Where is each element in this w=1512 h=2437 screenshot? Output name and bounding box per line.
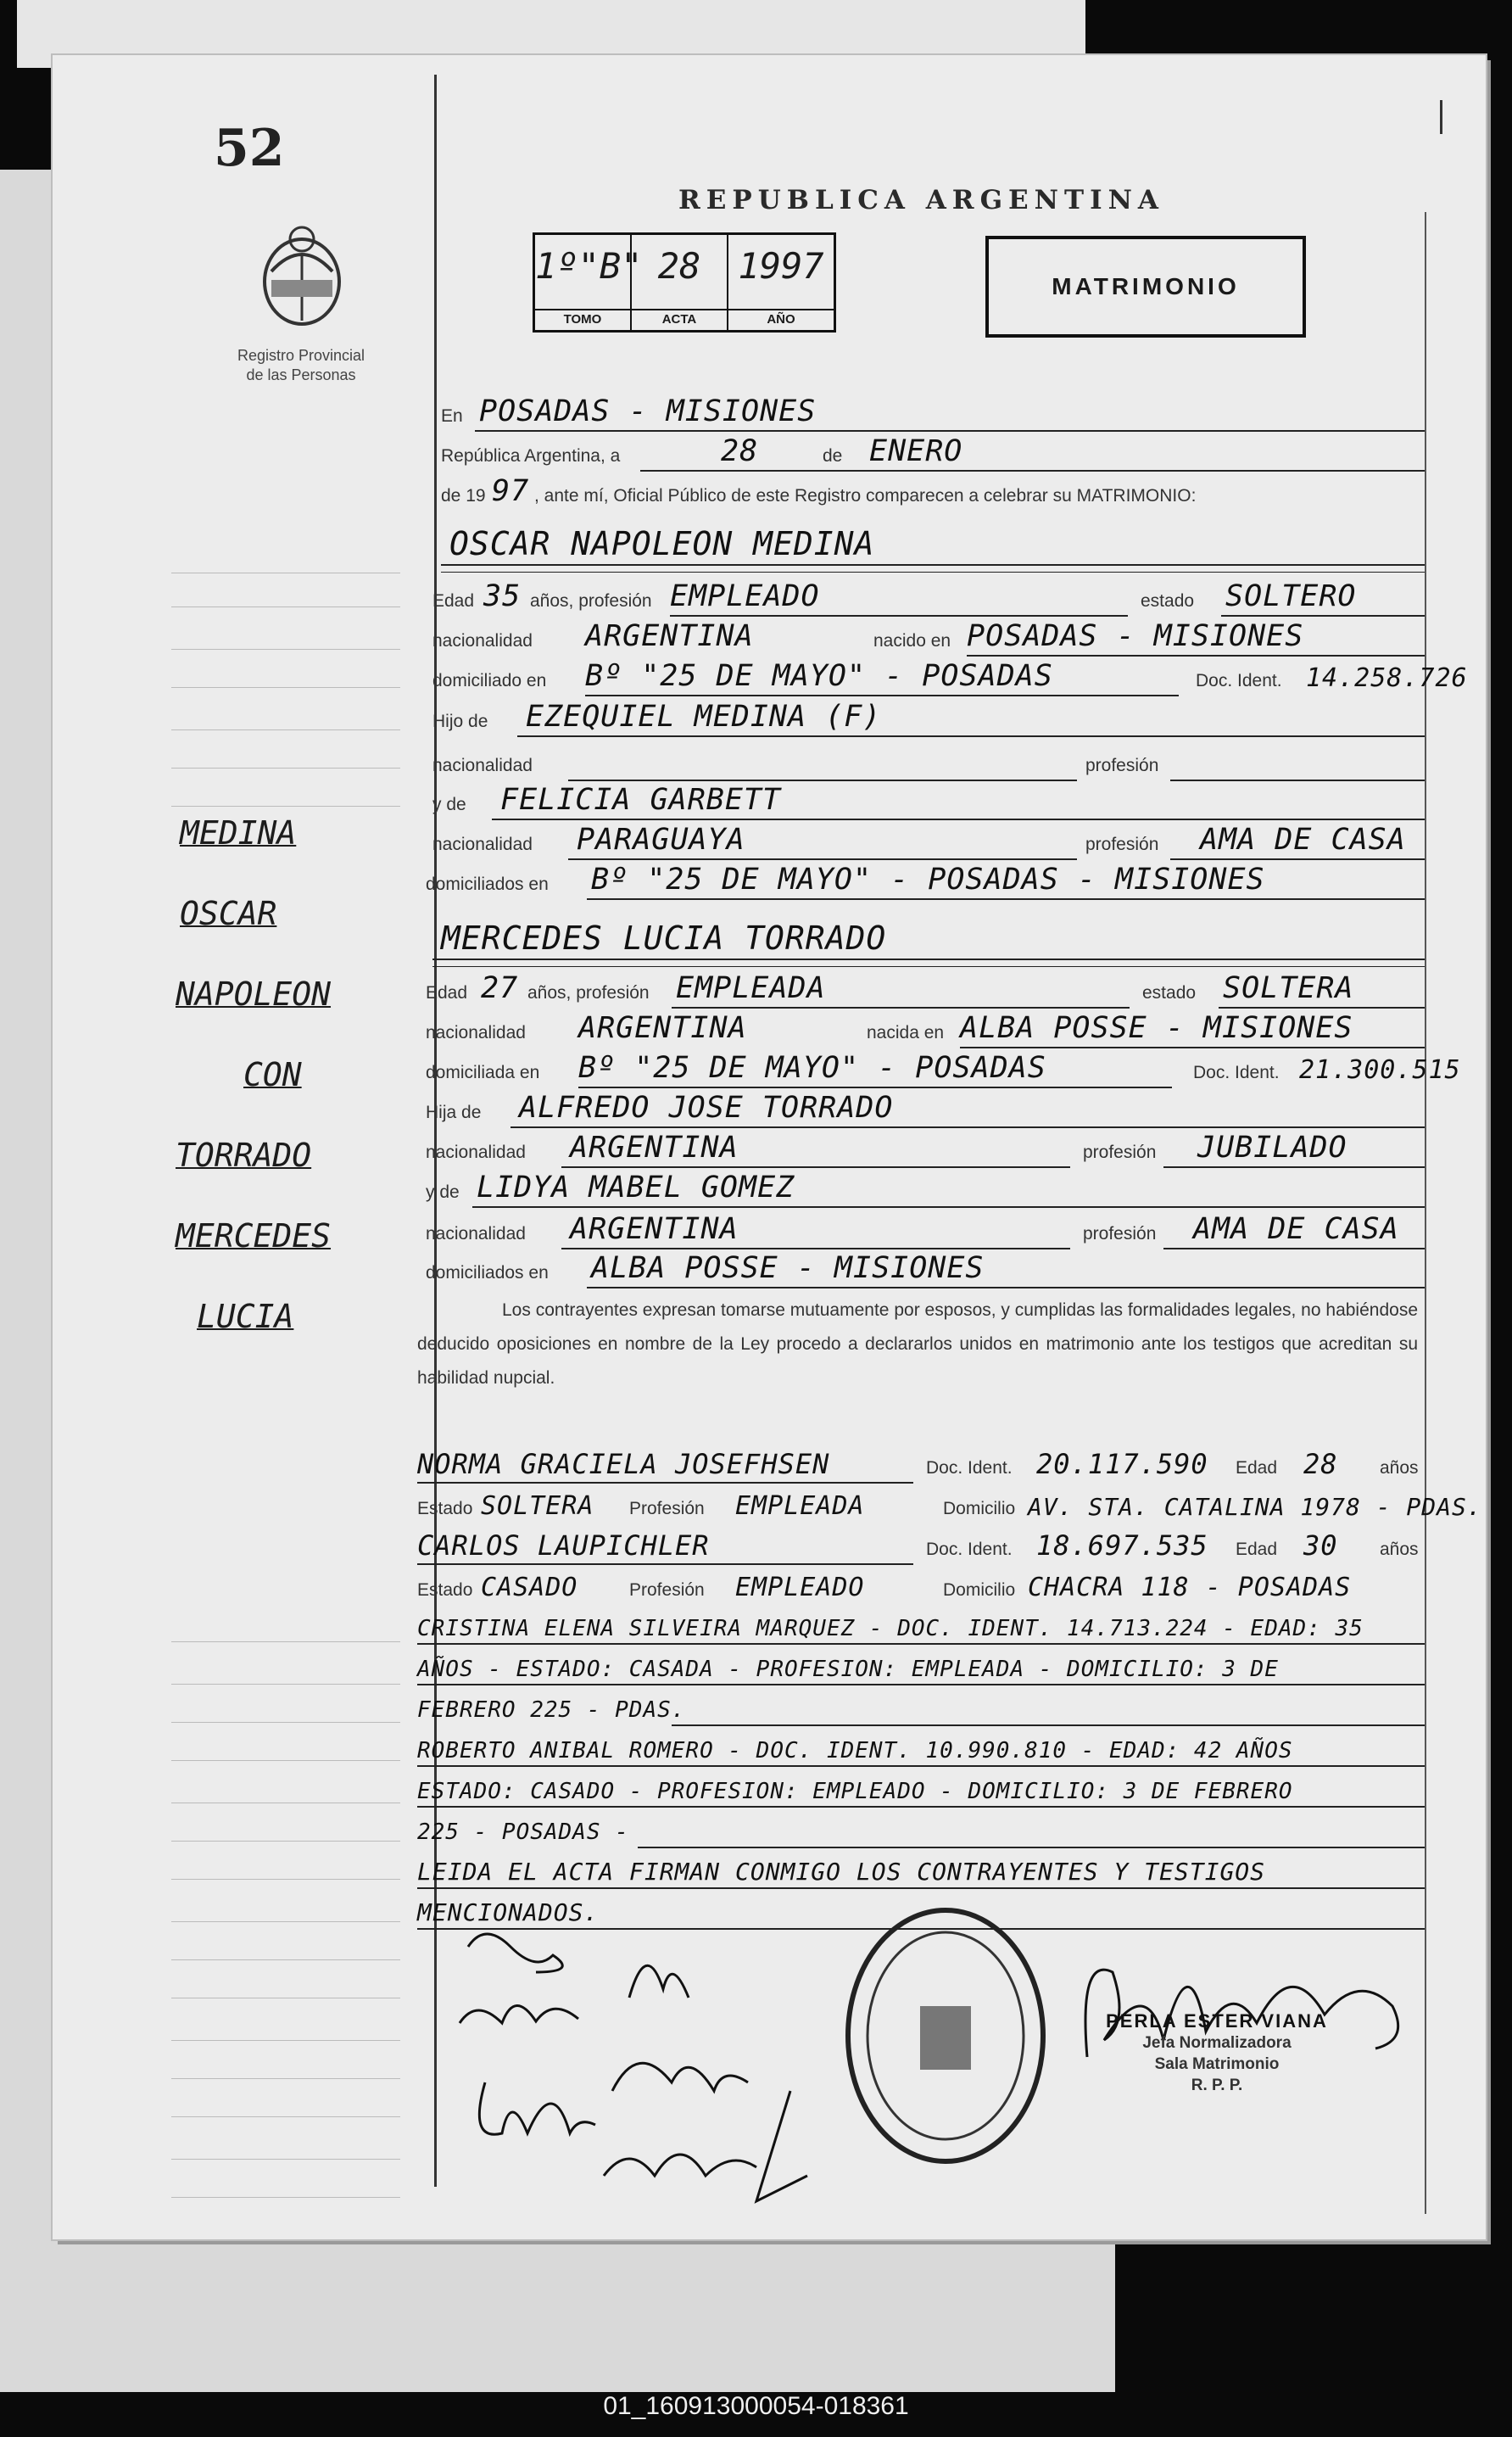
addition-line-3: FEBRERO 225 - PDAS. xyxy=(417,1689,1425,1726)
country-title: REPUBLICA ARGENTINA xyxy=(678,185,1164,215)
addition-line-7: LEIDA EL ACTA FIRMAN CONMIGO LOS CONTRAYENTES Y TESTIGOS xyxy=(417,1852,1425,1889)
bride-age-line: Edad 27 años, profesión EMPLEADA estado SOLTERA xyxy=(426,971,1425,1009)
bride-address-line: domiciliada en Bº "25 DE MAYO" - POSADAS Doc. Ident. 21.300.515 xyxy=(426,1051,1425,1088)
place-line: En POSADAS - MISIONES xyxy=(441,394,1425,432)
margin-surname: MEDINA xyxy=(180,814,297,852)
coat-of-arms-icon xyxy=(254,221,349,331)
page-number: 52 xyxy=(214,119,285,178)
anio-cell xyxy=(728,235,834,330)
witness-2-age: 30 xyxy=(1303,1529,1338,1562)
bride-address: Bº "25 DE MAYO" - POSADAS xyxy=(578,1051,1046,1085)
bride-parents-address: ALBA POSSE - MISIONES xyxy=(591,1251,985,1285)
witness-2-doc: 18.697.535 xyxy=(1036,1529,1208,1562)
bride-mother: LIDYA MABEL GOMEZ xyxy=(477,1171,795,1205)
witness-2-address: CHACRA 118 - POSADAS xyxy=(1028,1573,1352,1602)
bride-birthplace: ALBA POSSE - MISIONES xyxy=(960,1011,1353,1045)
groom-father-line: Hijo de EZEQUIEL MEDINA (F) xyxy=(432,700,1425,737)
year-value: 97 xyxy=(492,474,530,508)
bride-nationality-line: nacionalidad ARGENTINA nacida en ALBA POSSE - MISIONES xyxy=(426,1011,1425,1048)
register-page xyxy=(53,55,1486,2239)
anio-value: 1997 xyxy=(738,245,824,287)
groom-mother-line: y de FELICIA GARBETT xyxy=(432,783,1425,820)
groom-nationality-line: nacionalidad ARGENTINA nacido en POSADAS - MISIONES xyxy=(432,619,1425,657)
margin-middle-name: NAPOLEON xyxy=(176,975,332,1013)
official-role-1: Jefa Normalizadora xyxy=(1142,2034,1292,2052)
signatures-left xyxy=(434,1921,841,2235)
official-name: PERLA ESTER VIANA xyxy=(1106,2010,1328,2032)
groom-age-line: Edad 35 años, profesión EMPLEADO estado SOLTERO xyxy=(432,579,1425,617)
bride-father-nationality: ARGENTINA xyxy=(570,1131,739,1165)
witness-2-name: CARLOS LAUPICHLER xyxy=(417,1529,710,1562)
right-rule xyxy=(1425,212,1426,2214)
witness-2-profession: EMPLEADO xyxy=(735,1573,865,1602)
witness-1-name: NORMA GRACIELA JOSEFHSEN xyxy=(417,1448,830,1480)
tomo-value: 1º"B" xyxy=(535,245,643,287)
bride-father: ALFREDO JOSE TORRADO xyxy=(519,1091,894,1125)
addition-line-5: ESTADO: CASADO - PROFESION: EMPLEADO - DOMICILIO: 3 DE FEBRERO xyxy=(417,1770,1425,1808)
bride-doc: 21.300.515 xyxy=(1299,1055,1461,1085)
bride-father-nat-line: nacionalidad ARGENTINA profesión JUBILADO xyxy=(426,1131,1425,1168)
bride-mother-nationality: ARGENTINA xyxy=(570,1212,739,1246)
witness-1-address: AV. STA. CATALINA 1978 - PDAS. xyxy=(1028,1493,1482,1521)
witness-1-profession: EMPLEADA xyxy=(735,1491,865,1521)
official-role-3: R. P. P. xyxy=(1191,2076,1243,2094)
bride-mother-profession: AMA DE CASA xyxy=(1193,1212,1399,1246)
groom-parents-address-line: domiciliados en Bº "25 DE MAYO" - POSADAS - MISIONES xyxy=(426,863,1425,900)
place-value: POSADAS - MISIONES xyxy=(479,394,817,428)
tomo-cell xyxy=(535,235,643,330)
bride-name: MERCEDES LUCIA TORRADO xyxy=(441,919,887,957)
witness-2-line-1: CARLOS LAUPICHLER Doc. Ident. 18.697.535 Edad 30 años xyxy=(417,1528,1425,1565)
groom-mother-nat-line: nacionalidad PARAGUAYA profesión AMA DE CASA xyxy=(432,823,1425,860)
official-block xyxy=(1077,2010,1357,2096)
bride-mother-line: y de LIDYA MABEL GOMEZ xyxy=(426,1171,1425,1208)
bride-parents-address-line: domiciliados en ALBA POSSE - MISIONES xyxy=(426,1251,1425,1288)
margin-bride-name: MERCEDES xyxy=(176,1217,332,1255)
page-edge-mark xyxy=(1440,100,1442,134)
margin-bride-surname: TORRADO xyxy=(176,1137,312,1174)
bride-age: 27 xyxy=(481,971,519,1005)
margin-con: CON xyxy=(243,1056,302,1093)
groom-parents-address: Bº "25 DE MAYO" - POSADAS - MISIONES xyxy=(591,863,1265,897)
anio-label: AÑO xyxy=(728,309,834,327)
official-role-2: Sala Matrimonio xyxy=(1154,2055,1280,2073)
witness-1-status: SOLTERA xyxy=(481,1491,594,1521)
file-id: 01_160913000054-018361 xyxy=(603,2392,909,2420)
year-line: de 19 97 , ante mí, Oficial Público de este Registro comparecen a celebrar su MATRIMONIO: xyxy=(441,474,1197,508)
acta-label: ACTA xyxy=(632,309,727,327)
groom-birthplace: POSADAS - MISIONES xyxy=(967,619,1304,653)
date-line: República Argentina, a 28 de ENERO xyxy=(441,434,1425,472)
tomo-acta-box xyxy=(533,232,836,333)
day-value: 28 xyxy=(721,434,759,468)
bride-profession: EMPLEADA xyxy=(676,971,826,1005)
witness-2-line-2: Estado CASADO Profesión EMPLEADO Domicilio CHACRA 118 - POSADAS xyxy=(417,1573,1352,1602)
witness-1-doc: 20.117.590 xyxy=(1036,1448,1208,1480)
groom-mother-nationality: PARAGUAYA xyxy=(577,823,745,857)
addition-line-2: AÑOS - ESTADO: CASADA - PROFESION: EMPLEADA - DOMICILIO: 3 DE xyxy=(417,1648,1425,1685)
groom-name-line xyxy=(441,522,1425,566)
groom-father-nat-line: nacionalidad profesión xyxy=(432,744,1425,781)
bride-father-profession: JUBILADO xyxy=(1197,1131,1347,1165)
groom-doc: 14.258.726 xyxy=(1306,663,1468,693)
groom-age: 35 xyxy=(483,579,522,613)
record-type-box: MATRIMONIO xyxy=(985,236,1306,338)
addition-line-6: 225 - POSADAS - xyxy=(417,1811,1425,1848)
groom-mother-profession: AMA DE CASA xyxy=(1200,823,1406,857)
witness-1-age: 28 xyxy=(1303,1448,1338,1480)
witness-1-line-1: NORMA GRACIELA JOSEFHSEN Doc. Ident. 20.117.590 Edad 28 años xyxy=(417,1446,1425,1484)
addition-line-4: ROBERTO ANIBAL ROMERO - DOC. IDENT. 10.990.810 - EDAD: 42 AÑOS xyxy=(417,1730,1425,1767)
addition-line-1: CRISTINA ELENA SILVEIRA MARQUEZ - DOC. IDENT. 14.713.224 - EDAD: 35 xyxy=(417,1607,1425,1645)
margin-bride-second-name: LUCIA xyxy=(197,1298,294,1335)
month-value: ENERO xyxy=(869,434,963,468)
groom-address-line: domiciliado en Bº "25 DE MAYO" - POSADAS Doc. Ident. 14.258.726 xyxy=(432,659,1425,696)
groom-status: SOLTERO xyxy=(1225,579,1357,613)
groom-name: OSCAR NAPOLEON MEDINA xyxy=(449,525,875,562)
groom-father: EZEQUIEL MEDINA (F) xyxy=(526,700,882,734)
groom-mother: FELICIA GARBETT xyxy=(500,783,782,817)
tomo-label: TOMO xyxy=(535,309,630,327)
acta-cell xyxy=(632,235,728,330)
witness-2-status: CASADO xyxy=(481,1573,578,1602)
official-seal-icon xyxy=(840,1904,1052,2167)
groom-profession: EMPLEADO xyxy=(670,579,820,613)
groom-address: Bº "25 DE MAYO" - POSADAS xyxy=(585,659,1053,693)
groom-nationality: ARGENTINA xyxy=(585,619,754,653)
bride-mother-nat-line: nacionalidad ARGENTINA profesión AMA DE CASA xyxy=(426,1212,1425,1249)
acta-value: 28 xyxy=(657,245,701,287)
bride-status: SOLTERA xyxy=(1223,971,1354,1005)
addition-line-8: MENCIONADOS. xyxy=(417,1892,1425,1930)
bride-nationality: ARGENTINA xyxy=(578,1011,747,1045)
margin-first-name: OSCAR xyxy=(180,895,277,932)
witness-1-line-2: Estado SOLTERA Profesión EMPLEADA Domicilio AV. STA. CATALINA 1978 - PDAS. xyxy=(417,1491,1482,1521)
registry-label: Registro Provincial de las Personas xyxy=(237,347,365,383)
bride-father-line: Hija de ALFREDO JOSE TORRADO xyxy=(426,1091,1425,1128)
declaration-text: Los contrayentes expresan tomarse mutuamente por esposos, y cumplidas las formalidades legales, no habiéndose deducido oposiciones en nombre de la Ley procedo a declararlos unidos en matrimonio ante los testigos que acreditan su habilidad nupcial. xyxy=(417,1300,1418,1388)
bride-name-line xyxy=(432,916,1425,960)
